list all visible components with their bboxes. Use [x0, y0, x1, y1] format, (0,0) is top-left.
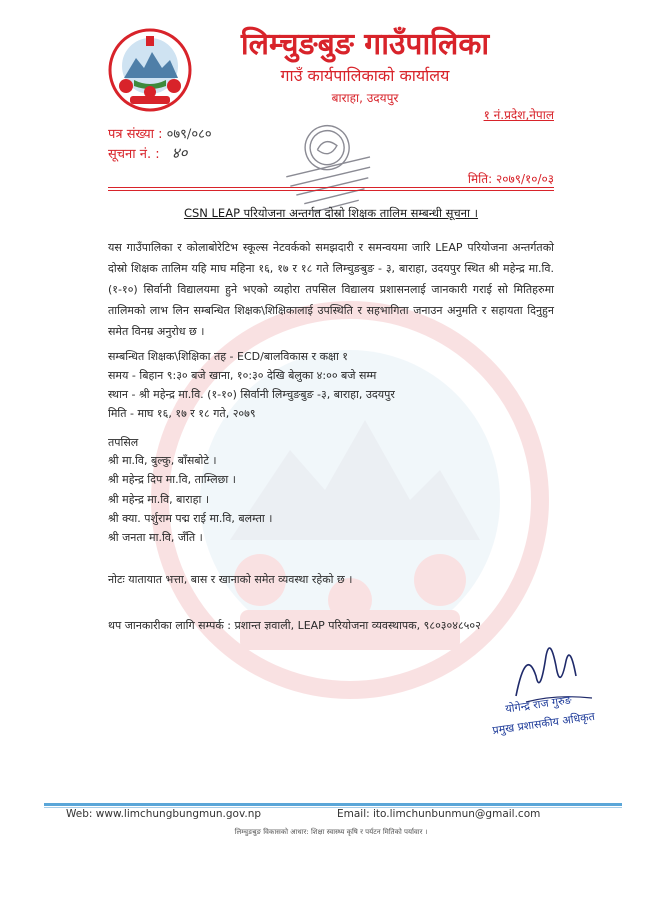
notice-number [108, 143, 187, 163]
letter-body: यस गाउँपालिका र कोलाबोरेटिभ स्कूल्स नेटवर्कको समझदारी र समन्वयमा जारि LEAP परियोजना अन्तर्गतको दोस्रो शिक्षक तालिम यहि माघ महिना १६, १७ र १८ गते लिम्चुङबुङ - ३, बाराहा, उदयपुर स्थित श्री महेन्द्र मा.वि. (१-१०) सिर्वानी विद्यालयमा हुने भएको व्यहोरा तपसिल विद्यालय प्रशासनलाई जानकारी गराई सो मितिहरुमा तालिमको लाभ लिन सम्बन्धित शिक्षक\शिक्षिकालाई उपस्थिति र सहभागिता जनाउन अनुमति र सहायता दिनुहुन समेत विनम्र अनुरोध छ । [108, 241, 554, 338]
school-item: श्री महेन्द्र दिप मा.वि, ताम्लिछा । [108, 473, 236, 486]
detail-teacher-level: सम्बन्धित शिक्षक\शिक्षिका तह - ECD/बालविकास र कक्षा १ [108, 350, 349, 363]
notice-number-value: ४० [171, 144, 188, 162]
signer-title: प्रमुख प्रशासकीय अधिकृत [491, 709, 596, 738]
municipality-logo-icon [108, 28, 192, 112]
contact-info: थप जानकारीका लागि सम्पर्क : प्रशान्त ज्ञवाली, LEAP परियोजना व्यवस्थापक, ९८०३०४८५०२ [108, 619, 481, 632]
footer-rule [44, 803, 622, 806]
letter-number-label: पत्र संख्या : [108, 127, 163, 142]
logistics-note: नोटः यातायात भत्ता, बास र खानाको समेत व्यवस्था रहेको छ । [108, 573, 353, 586]
footer-slogan: लिम्चुङबुङ विकासको आधार: शिक्षा स्वास्थ्य कृषि र पर्यटन मितिको पर्यावार । [234, 828, 428, 836]
letter-date: मिति: २०७९/१०/०३ [467, 172, 554, 186]
header-divider-thin [108, 190, 554, 191]
detail-time: समय - बिहान ९:३० बजे खाना, १०:३० देखि बेलुका ४:०० बजे सम्म [108, 369, 377, 382]
province-label: १ नं.प्रदेश,नेपाल [483, 108, 554, 122]
header-divider [108, 187, 554, 188]
school-item: श्री मा.वि, बुल्कु, बाँसबोटे । [108, 454, 217, 467]
school-item: श्री जनता मा.वि, जँति । [108, 531, 203, 544]
letter-subject: CSN LEAP परियोजना अन्तर्गत दोस्रो शिक्षक तालिम सम्बन्धी सूचना । [183, 206, 479, 220]
footer-email: Email: ito.limchunbunmun@gmail.com [337, 808, 541, 820]
school-item: श्री क्या. पर्शुराम पद्म राई मा.वि, बलम्ता । [108, 512, 273, 525]
signer-name: योगेन्द्र राज गुरुङ [504, 693, 573, 716]
schools-heading: तपसिल [108, 436, 139, 449]
school-item: श्री महेन्द्र मा.वि, बाराहा । [108, 493, 210, 506]
detail-date: मिति - माघ १६, १७ र १८ गते, २०७९ [108, 407, 256, 420]
detail-venue: स्थान - श्री महेन्द्र मा.वि. (१-१०) सिर्वानी लिम्चुङबुङ -३, बाराहा, उदयपुर [108, 388, 395, 401]
municipality-name: लिम्चुङबुङ गाउँपालिका [240, 27, 490, 62]
notice-number-label: सूचना नं. : [108, 147, 160, 162]
office-name: गाउँ कार्यपालिकाको कार्यालय [280, 66, 450, 85]
letter-number [108, 124, 212, 142]
footer-website: Web: www.limchungbungmun.gov.np [66, 808, 262, 820]
office-address: बाराहा, उदयपुर [331, 91, 399, 105]
letter-number-value: ०७९/०८० [166, 127, 212, 142]
